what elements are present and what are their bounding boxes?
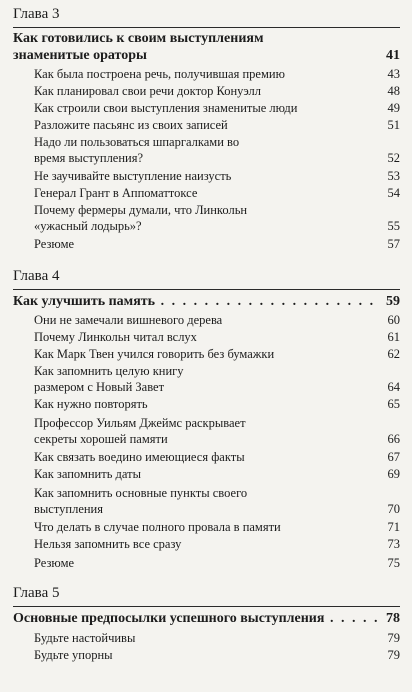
toc-entry <box>34 67 400 83</box>
toc-entry <box>34 186 400 202</box>
toc-entry <box>34 237 400 253</box>
toc-entry <box>34 397 400 413</box>
toc-entry <box>34 84 400 100</box>
entry-page-number: 57 <box>387 237 400 251</box>
entry-page-number: 79 <box>387 631 400 645</box>
entry-page-number: 55 <box>387 218 400 233</box>
entry-page-number: 61 <box>387 330 400 344</box>
chapter-title <box>13 30 400 64</box>
leader-dots: . . . . . . . . . . . . . . . . . . . . <box>155 294 376 309</box>
chapter-page-number: 78 <box>382 610 400 627</box>
toc-entry <box>34 135 400 166</box>
toc-entry <box>34 537 400 553</box>
entry-page-number: 79 <box>387 648 400 662</box>
toc-entry <box>34 203 400 234</box>
toc-entry <box>34 520 400 536</box>
entry-title: Будьте настойчивы <box>34 631 136 645</box>
entry-title: Надо ли пользоваться шпаргалками во время выступления? <box>34 135 240 165</box>
entry-page-number: 75 <box>387 556 400 570</box>
entry-title: Резюме <box>34 237 75 251</box>
chapter-label: Глава 3 <box>13 6 60 22</box>
toc-entry <box>34 648 400 664</box>
entry-title: Нельзя запомнить все сразу <box>34 537 182 551</box>
chapter-label: Глава 5 <box>13 585 60 601</box>
entry-title: Генерал Грант в Аппоматтоксе <box>34 186 198 200</box>
entry-page-number: 54 <box>387 186 400 200</box>
entry-title: Будьте упорны <box>34 648 113 662</box>
entry-title: Как планировал свои речи доктор Конуэлл <box>34 84 262 98</box>
entry-page-number: 65 <box>387 397 400 411</box>
entry-title: Как связать воедино имеющиеся факты <box>34 450 245 464</box>
entry-page-number: 71 <box>387 520 400 534</box>
entry-title: Как нужно повторять <box>34 397 148 411</box>
toc-entry <box>34 169 400 185</box>
entry-page-number: 62 <box>387 347 400 361</box>
chapter-title-text <box>13 293 400 310</box>
entry-title: Профессор Уильям Джеймс раскрывает секреты хорошей памяти <box>34 416 246 446</box>
entry-title: Как была построена речь, получившая премию <box>34 67 285 81</box>
chapter-rule <box>13 289 400 290</box>
chapter-rule <box>13 606 400 607</box>
entry-page-number: 70 <box>387 501 400 516</box>
entry-title: Как запомнить основные пункты своего выступления <box>34 486 248 516</box>
entry-title: Разложите пасьянс из своих записей <box>34 118 228 132</box>
chapter-title-text: Как готовились к своим выступлениям знаменитые ораторы <box>13 31 264 63</box>
entry-title: Они не замечали вишневого дерева <box>34 313 223 327</box>
entry-title: Резюме <box>34 556 75 570</box>
chapter-title-text <box>13 610 400 627</box>
chapter-title-label: Как улучшить память <box>13 294 156 309</box>
chapter-label: Глава 4 <box>13 268 60 284</box>
toc-entry <box>34 416 400 447</box>
entry-title: Как строили свои выступления знаменитые люди <box>34 101 298 115</box>
entry-page-number: 60 <box>387 313 400 327</box>
entry-page-number: 73 <box>387 537 400 551</box>
entry-title: Что делать в случае полного провала в памяти <box>34 520 281 534</box>
entry-page-number: 51 <box>387 118 400 132</box>
entry-page-number: 64 <box>387 379 400 394</box>
toc-entry <box>34 101 400 117</box>
entry-title: Почему Линкольн читал вслух <box>34 330 197 344</box>
toc-entry <box>34 330 400 346</box>
entry-page-number: 43 <box>387 67 400 81</box>
entry-title: Не заучивайте выступление наизусть <box>34 169 232 183</box>
entry-title: Как запомнить даты <box>34 467 141 481</box>
chapter-rule <box>13 27 400 28</box>
toc-entry <box>34 364 400 395</box>
toc-entry <box>34 313 400 329</box>
entry-page-number: 66 <box>387 431 400 446</box>
toc-entry <box>34 486 400 517</box>
entry-page-number: 52 <box>387 150 400 165</box>
chapter-page-number: 41 <box>386 48 400 63</box>
entry-title: Как Марк Твен учился говорить без бумажки <box>34 347 275 361</box>
entry-page-number: 69 <box>387 467 400 481</box>
toc-entry <box>34 467 400 483</box>
toc-entry <box>34 450 400 466</box>
chapter-title <box>13 610 400 627</box>
entry-title: Как запомнить целую книгу размером с Новый Завет <box>34 364 184 394</box>
entry-page-number: 67 <box>387 450 400 464</box>
leader-dots: . . . . . <box>324 611 380 626</box>
entry-page-number: 49 <box>387 101 400 115</box>
entry-title: Почему фермеры думали, что Линкольн «ужасный лодырь»? <box>34 203 248 233</box>
chapter-page-number: 59 <box>382 293 400 310</box>
toc-entry <box>34 556 400 572</box>
toc-entry <box>34 118 400 134</box>
toc-entry <box>34 631 400 647</box>
chapter-title <box>13 293 400 310</box>
chapter-title-label: Основные предпосылки успешного выступления <box>13 611 325 626</box>
entry-page-number: 53 <box>387 169 400 183</box>
toc-entry <box>34 347 400 363</box>
entry-page-number: 48 <box>387 84 400 98</box>
